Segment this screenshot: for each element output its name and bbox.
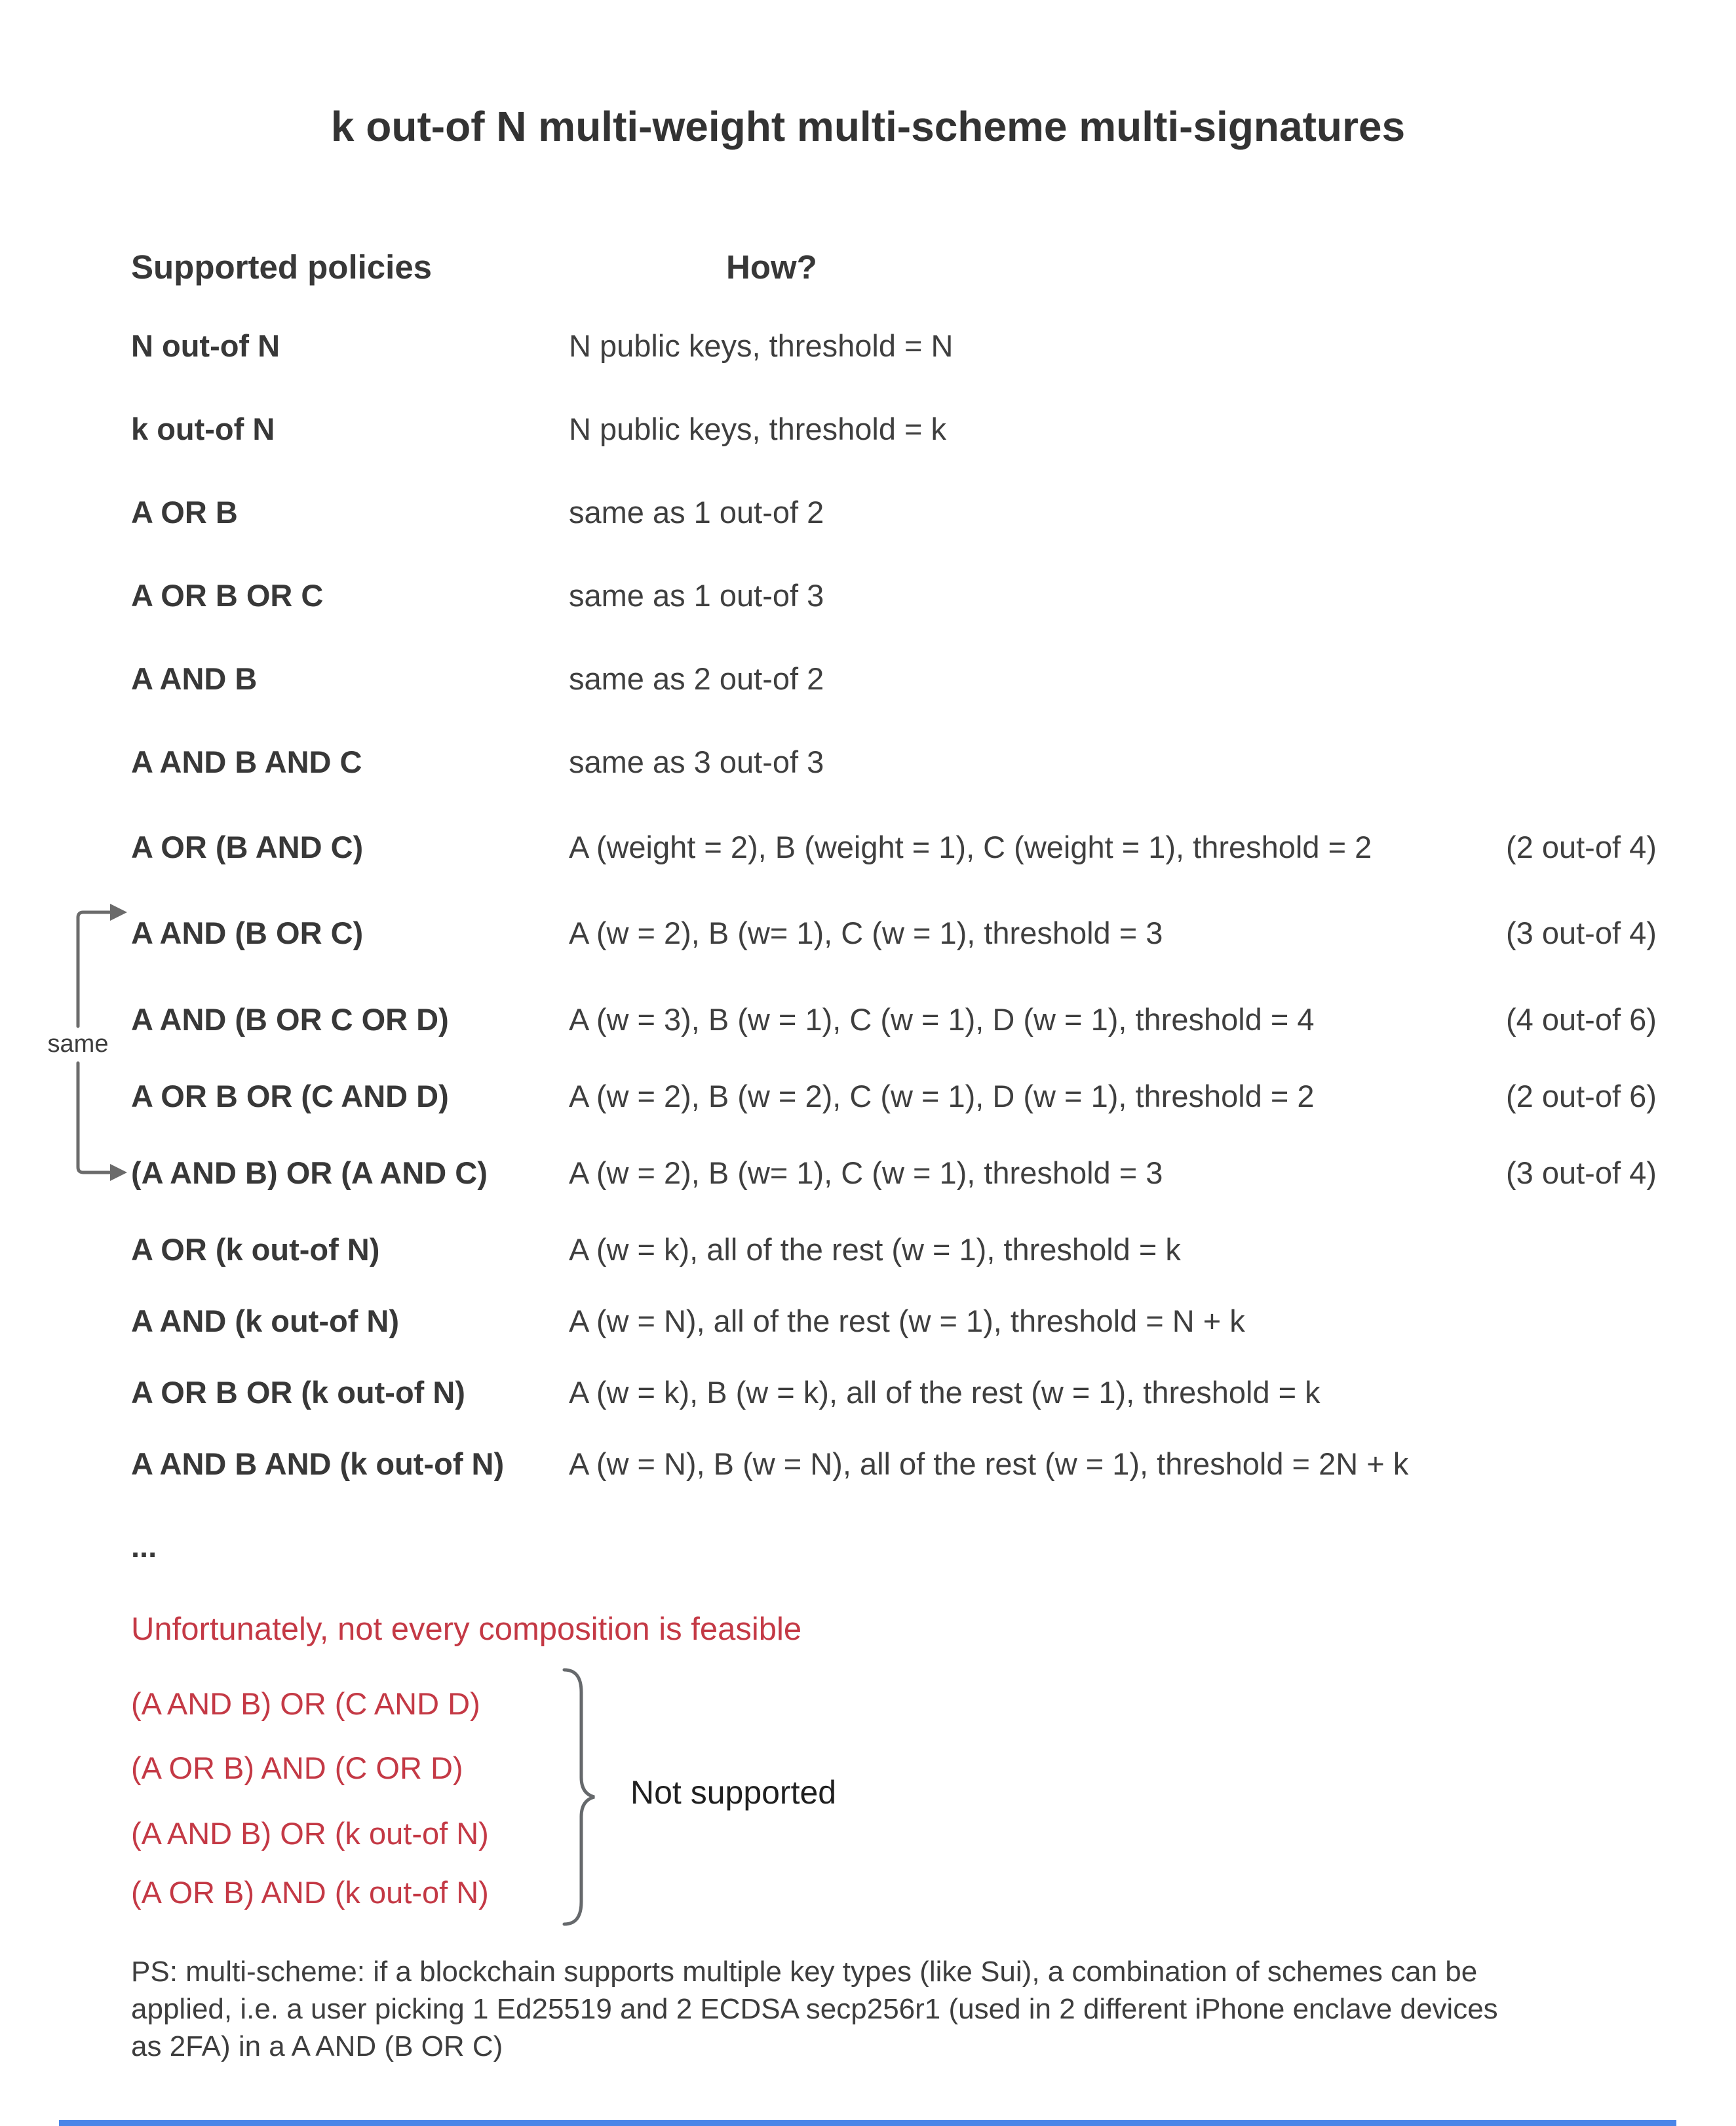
table-row <box>0 411 1736 450</box>
table-row <box>0 577 1736 617</box>
table-row <box>0 1155 1736 1194</box>
policy-label: A AND B AND (k out-of N) <box>131 1446 505 1481</box>
policy-label: A AND (B OR C OR D) <box>131 1002 449 1037</box>
column-header-supported-policies: Supported policies <box>131 248 433 286</box>
how-text: same as 3 out-of 3 <box>569 744 824 779</box>
how-text: A (w = k), B (w = k), all of the rest (w = 1), threshold = k <box>569 1375 1321 1410</box>
table-row <box>0 494 1736 533</box>
table-row <box>0 915 1736 954</box>
page-title: k out-of N multi-weight multi-scheme multi-signatures <box>330 103 1406 150</box>
ellipsis-row: ... <box>131 1529 157 1564</box>
how-text: A (w = 2), B (w= 1), C (w = 1), threshold = 3 <box>569 916 1163 950</box>
same-label: same <box>47 1030 109 1058</box>
table-row <box>0 1446 1736 1485</box>
table-row <box>0 661 1736 700</box>
how-text: A (w = 2), B (w = 2), C (w = 1), D (w = 1), threshold = 2 <box>569 1079 1315 1113</box>
how-text: A (w = 3), B (w = 1), C (w = 1), D (w = 1), threshold = 4 <box>569 1002 1315 1037</box>
how-text: A (w = k), all of the rest (w = 1), threshold = k <box>569 1232 1181 1267</box>
table-row <box>0 1231 1736 1271</box>
arrowhead-top-icon <box>110 904 127 921</box>
ps-line-2: applied, i.e. a user picking 1 Ed25519 and 2 ECDSA secp256r1 (used in 2 different iPhone enclave devices <box>131 1993 1498 2025</box>
arrowhead-bottom-icon <box>110 1164 127 1181</box>
table-row <box>0 1078 1736 1117</box>
table-row <box>0 1374 1736 1414</box>
how-text: A (w = 2), B (w= 1), C (w = 1), threshold = 3 <box>569 1155 1163 1190</box>
out-of-note: (2 out-of 6) <box>1506 1079 1657 1113</box>
ps-line-3: as 2FA) in a A AND (B OR C) <box>131 2030 503 2062</box>
policy-label: A OR B <box>131 495 238 530</box>
column-header-how: How? <box>726 248 817 286</box>
policy-label: A AND (B OR C) <box>131 916 364 950</box>
policy-label: (A AND B) OR (A AND C) <box>131 1155 488 1190</box>
how-text: A (weight = 2), B (weight = 1), C (weight = 1), threshold = 2 <box>569 830 1372 864</box>
ps-note <box>131 1953 1498 2065</box>
table-row <box>0 328 1736 367</box>
policy-label: A AND B <box>131 661 258 696</box>
policy-label: A AND B AND C <box>131 744 362 779</box>
infeasible-item: (A AND B) OR (C AND D) <box>131 1686 480 1721</box>
how-text: N public keys, threshold = k <box>569 412 947 446</box>
how-text: A (w = N), all of the rest (w = 1), threshold = N + k <box>569 1304 1245 1338</box>
out-of-note: (3 out-of 4) <box>1506 1155 1657 1190</box>
out-of-note: (2 out-of 4) <box>1506 830 1657 864</box>
how-text: same as 1 out-of 2 <box>569 495 824 530</box>
policy-label: A OR (B AND C) <box>131 830 364 864</box>
infeasible-item: (A OR B) AND (k out-of N) <box>131 1875 489 1910</box>
policy-label: A OR B OR (C AND D) <box>131 1079 449 1113</box>
infeasible-item: (A OR B) AND (C OR D) <box>131 1750 463 1785</box>
how-text: A (w = N), B (w = N), all of the rest (w = 1), threshold = 2N + k <box>569 1446 1409 1481</box>
how-text: N public keys, threshold = N <box>569 328 954 363</box>
out-of-note: (3 out-of 4) <box>1506 916 1657 950</box>
table-row <box>0 1001 1736 1041</box>
policy-label: A OR B OR (k out-of N) <box>131 1375 465 1410</box>
policy-label: N out-of N <box>131 328 280 363</box>
table-row <box>0 829 1736 868</box>
not-supported-label: Not supported <box>630 1774 837 1811</box>
policy-label: A OR (k out-of N) <box>131 1232 380 1267</box>
infeasible-item: (A AND B) OR (k out-of N) <box>131 1816 489 1851</box>
infeasible-heading: Unfortunately, not every composition is feasible <box>131 1612 802 1647</box>
curly-brace-icon <box>554 1666 600 1928</box>
table-row <box>0 1303 1736 1342</box>
policy-label: A AND (k out-of N) <box>131 1304 399 1338</box>
how-text: same as 2 out-of 2 <box>569 661 824 696</box>
policy-label: k out-of N <box>131 412 275 446</box>
out-of-note: (4 out-of 6) <box>1506 1002 1657 1037</box>
how-text: same as 1 out-of 3 <box>569 578 824 613</box>
bottom-blue-bar <box>59 2120 1676 2126</box>
policy-label: A OR B OR C <box>131 578 324 613</box>
ps-line-1: PS: multi-scheme: if a blockchain supports multiple key types (like Sui), a combination of schemes can be <box>131 1956 1478 1988</box>
table-row <box>0 744 1736 783</box>
